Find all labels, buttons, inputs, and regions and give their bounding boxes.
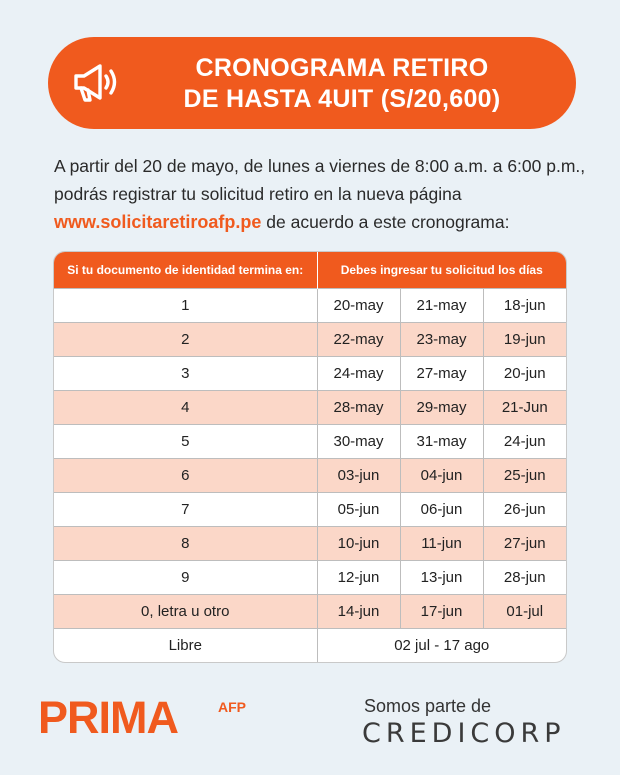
cell-digit: Libre (54, 629, 317, 663)
cell-date: 11-jun (400, 527, 483, 561)
cell-digit: 3 (54, 357, 317, 391)
cell-date: 03-jun (317, 459, 400, 493)
cell-date-range: 02 jul - 17 ago (317, 629, 566, 663)
cell-date: 17-jun (400, 595, 483, 629)
table-header-row (54, 252, 566, 289)
table-row (54, 425, 566, 459)
table-row (54, 323, 566, 357)
cell-digit: 1 (54, 289, 317, 323)
cell-date: 30-may (317, 425, 400, 459)
title-banner (48, 37, 576, 129)
cell-date: 31-may (400, 425, 483, 459)
schedule-table (53, 251, 567, 663)
table-row (54, 493, 566, 527)
prima-afp-logo (38, 692, 246, 743)
website-link[interactable]: www.solicitaretiroafp.pe (54, 212, 262, 232)
intro-text (54, 152, 594, 236)
cell-digit: 9 (54, 561, 317, 595)
table-row (54, 561, 566, 595)
header-document: Si tu documento de identidad termina en: (54, 252, 317, 289)
table-row (54, 527, 566, 561)
cell-date: 21-Jun (483, 391, 566, 425)
table-row (54, 357, 566, 391)
banner-title (148, 53, 536, 115)
table-row-libre (54, 629, 566, 663)
cell-date: 06-jun (400, 493, 483, 527)
banner-title-line1: CRONOGRAMA RETIRO (195, 54, 489, 82)
cell-date: 01-jul (483, 595, 566, 629)
table-row (54, 289, 566, 323)
cell-date: 12-jun (317, 561, 400, 595)
cell-date: 10-jun (317, 527, 400, 561)
credicorp-logo: CREDICORP (362, 718, 566, 749)
cell-date: 25-jun (483, 459, 566, 493)
prima-logo-text: PRIMA (38, 692, 178, 743)
banner-title-line2: DE HASTA 4UIT (S/20,600) (183, 85, 501, 113)
cell-date: 21-may (400, 289, 483, 323)
tagline: Somos parte de (364, 696, 492, 716)
cell-digit: 5 (54, 425, 317, 459)
cell-date: 05-jun (317, 493, 400, 527)
cell-date: 28-may (317, 391, 400, 425)
cell-date: 19-jun (483, 323, 566, 357)
afp-logo-text: AFP (218, 699, 246, 715)
cell-date: 14-jun (317, 595, 400, 629)
intro-line3-rest: de acuerdo a este cronograma: (261, 212, 510, 232)
table-row (54, 391, 566, 425)
cell-digit: 4 (54, 391, 317, 425)
intro-line3 (54, 208, 594, 236)
cell-date: 23-may (400, 323, 483, 357)
cell-date: 13-jun (400, 561, 483, 595)
intro-line2: podrás registrar tu solicitud retiro en la nueva página (54, 184, 462, 204)
cell-date: 27-may (400, 357, 483, 391)
cell-digit: 0, letra u otro (54, 595, 317, 629)
table-row (54, 595, 566, 629)
cell-digit: 7 (54, 493, 317, 527)
cell-date: 04-jun (400, 459, 483, 493)
cell-date: 24-may (317, 357, 400, 391)
cell-date: 22-may (317, 323, 400, 357)
megaphone-icon (70, 57, 124, 109)
intro-line1: A partir del 20 de mayo, de lunes a viernes de 8:00 a.m. a 6:00 p.m., (54, 156, 586, 176)
cell-date: 27-jun (483, 527, 566, 561)
cell-date: 20-may (317, 289, 400, 323)
cell-date: 24-jun (483, 425, 566, 459)
cell-digit: 2 (54, 323, 317, 357)
cell-date: 18-jun (483, 289, 566, 323)
cell-digit: 6 (54, 459, 317, 493)
cell-date: 20-jun (483, 357, 566, 391)
table-row (54, 459, 566, 493)
cell-digit: 8 (54, 527, 317, 561)
cell-date: 29-may (400, 391, 483, 425)
header-days: Debes ingresar tu solicitud los días (317, 252, 566, 289)
cell-date: 26-jun (483, 493, 566, 527)
cell-date: 28-jun (483, 561, 566, 595)
